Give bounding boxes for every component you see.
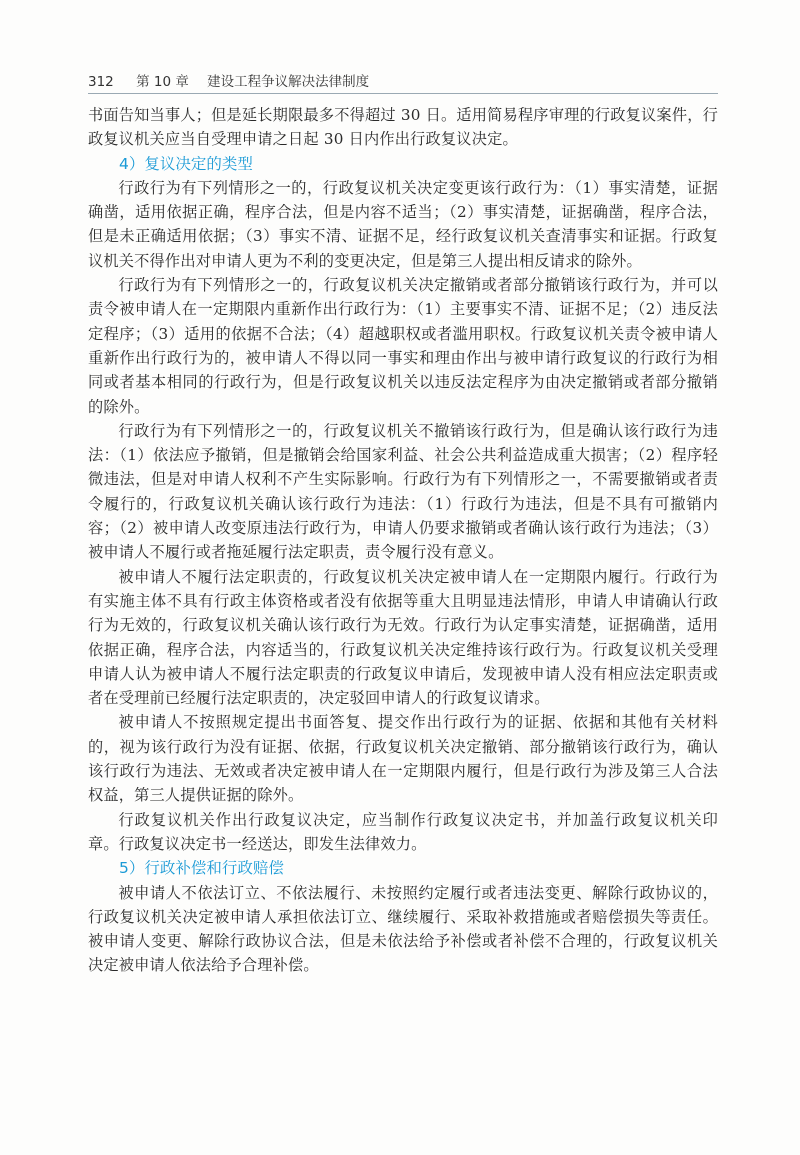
chapter-label: 第 10 章 xyxy=(136,74,189,90)
paragraph-administrative-agreement: 被申请人不依法订立、不依法履行、未按照约定履行或者违法变更、解除行政协议的，行政复议机关决定被申请人承担依法订立、继续履行、采取补救措施或者赔偿损失等责任。被申请人变更、解除行政协议合法，但是未依法给予补偿或者补偿不合理的，行政复议机关决定被申请人依法给予合理补偿。 xyxy=(88,883,718,975)
paragraph-change-decision: 行政行为有下列情形之一的，行政复议机关决定变更该行政行为：（1）事实清楚，证据确凿，适用依据正确，程序合法，但是内容不适当；（2）事实清楚，证据确凿，程序合法，但是未正确适用依据；（3）事实不清、证据不足，经行政复议机关查清事实和证据。行政复议机关不得作出对申请人更为不利的变更决定，但是第三人提出相反请求的除外。 xyxy=(88,178,718,270)
page-number: 312 xyxy=(88,74,114,90)
section-heading-compensation: 5）行政补偿和行政赔偿 xyxy=(119,859,284,878)
paragraph-continued: 书面告知当事人；但是延长期限最多不得超过 30 日。适用简易程序审理的行政复议案件，行政复议机关应当自受理申请之日起 30 日内作出行政复议决定。 xyxy=(88,106,718,149)
section-heading-decision-types: 4）复议决定的类型 xyxy=(119,154,253,173)
paragraph-revoke-decision: 行政行为有下列情形之一的，行政复议机关决定撤销或者部分撤销该行政行为，并可以责令被申请人在一定期限内重新作出行政行为：（1）主要事实不清、证据不足；（2）违反法定程序；（3）适用的依据不合法；（4）超越职权或者滥用职权。行政复议机关责令被申请人重新作出行政行为的，被申请人不得以同一事实和理由作出与被申请行政复议的行政行为相同或者基本相同的行政行为，但是行政复议机关以违反法定程序为由决定撤销或者部分撤销的除外。 xyxy=(88,276,718,416)
paragraph-perform-duty: 被申请人不履行法定职责的，行政复议机关决定被申请人在一定期限内履行。行政行为有实施主体不具有行政主体资格或者没有依据等重大且明显违法情形，申请人申请确认行政行为无效的，行政复议机关确认该行政行为无效。行政行为认定事实清楚，证据确凿，适用依据正确，程序合法，内容适当的，行政复议机关决定维持该行政行为。行政复议机关受理申请人认为被申请人不履行法定职责的行政复议申请后，发现被申请人没有相应法定职责或者在受理前已经履行法定职责的，决定驳回申请人的行政复议请求。 xyxy=(88,567,718,708)
paragraph-confirm-illegal: 行政行为有下列情形之一的，行政复议机关不撤销该行政行为，但是确认该行政行为违法：（1）依法应予撤销，但是撤销会给国家利益、社会公共利益造成重大损害；（2）程序轻微违法，但是对申请人权利不产生实际影响。行政行为有下列情形之一，不需要撤销或者责令履行的，行政复议机关确认该行政行为违法：（1）行政行为违法，但是不具有可撤销内容；（2）被申请人改变原违法行政行为，申请人仍要求撤销或者确认该行政行为违法；（3）被申请人不履行或者拖延履行法定职责，责令履行没有意义。 xyxy=(88,421,718,562)
page-content xyxy=(88,103,718,978)
header-rule xyxy=(88,93,718,94)
chapter-title: 建设工程争议解决法律制度 xyxy=(207,74,370,90)
paragraph-decision-document: 行政复议机关作出行政复议决定，应当制作行政复议决定书，并加盖行政复议机关印章。行政复议决定书一经送达，即发生法律效力。 xyxy=(88,810,718,853)
running-header xyxy=(88,70,718,92)
paragraph-no-reply: 被申请人不按照规定提出书面答复、提交作出行政行为的证据、依据和其他有关材料的，视为该行政行为没有证据、依据，行政复议机关决定撤销、部分撤销该行政行为，确认该行政行为违法、无效或者决定被申请人在一定期限内履行，但是行政行为涉及第三人合法权益，第三人提供证据的除外。 xyxy=(88,713,718,805)
